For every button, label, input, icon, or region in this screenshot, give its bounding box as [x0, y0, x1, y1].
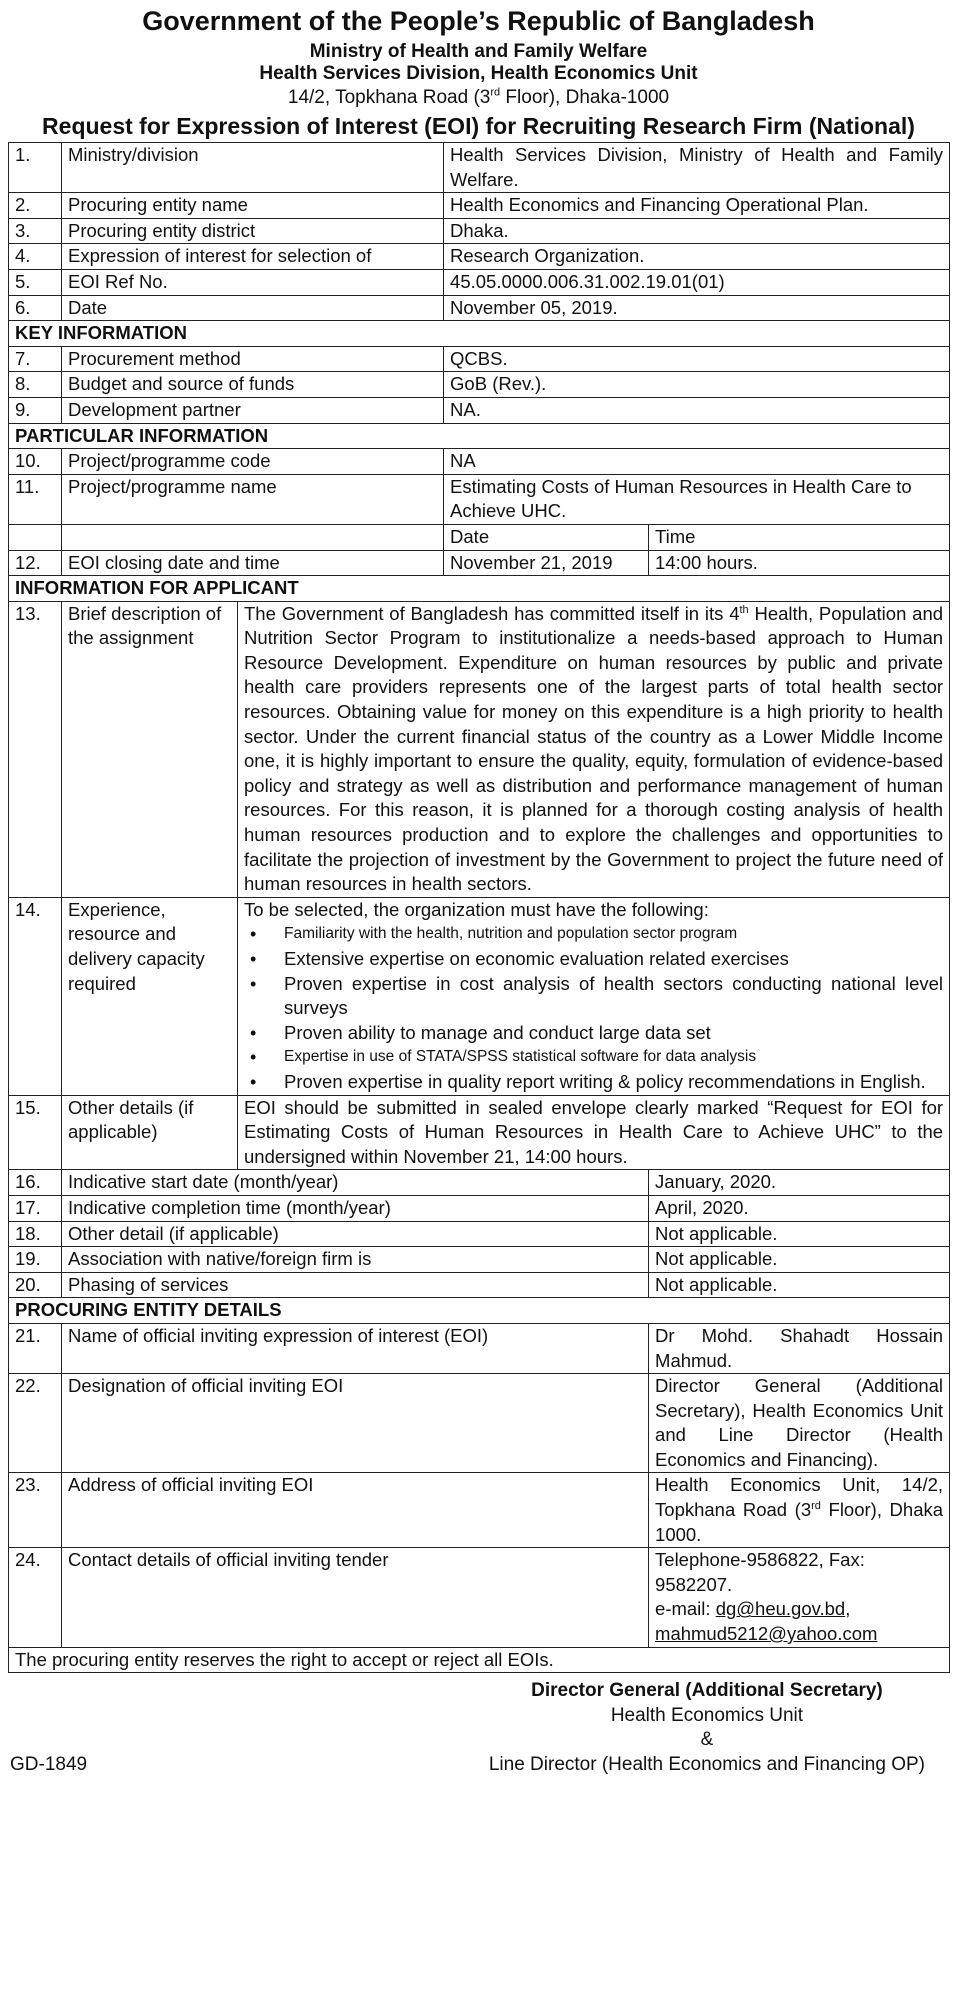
- row-number: 4.: [9, 244, 62, 270]
- table-row: [9, 1323, 950, 1373]
- row-number: 7.: [9, 346, 62, 372]
- row-number: 12.: [9, 550, 62, 576]
- row-number: 20.: [9, 1272, 62, 1298]
- row-label: Indicative completion time (month/year): [62, 1195, 649, 1221]
- table-row: [9, 1272, 950, 1298]
- row-number: 5.: [9, 269, 62, 295]
- list-item: • Proven expertise in cost analysis of health sectors conducting national level surveys: [284, 972, 943, 1021]
- table-row: [9, 218, 950, 244]
- row-value: Health Economics and Financing Operational Plan.: [444, 193, 950, 219]
- row-label: Development partner: [62, 397, 444, 423]
- table-row: [9, 1195, 950, 1221]
- table-row: [9, 193, 950, 219]
- list-item: • Proven ability to manage and conduct large data set: [284, 1021, 943, 1046]
- list-item: • Expertise in use of STATA/SPSS statistical software for data analysis: [284, 1045, 943, 1070]
- row-label: EOI closing date and time: [62, 550, 444, 576]
- table-row: [9, 397, 950, 423]
- row-number: 13.: [9, 601, 62, 897]
- eoi-notice: [8, 6, 949, 1785]
- row-value: Health Services Division, Ministry of Health and Family Welfare.: [444, 143, 950, 193]
- row-label: Project/programme name: [62, 474, 444, 524]
- row-number: 16.: [9, 1170, 62, 1196]
- date-header: Date: [444, 524, 649, 550]
- row-value: November 05, 2019.: [444, 295, 950, 321]
- table-row: [9, 346, 950, 372]
- row-number: 15.: [9, 1095, 62, 1170]
- section-key-information: KEY INFORMATION: [9, 321, 950, 347]
- row-label: Procuring entity district: [62, 218, 444, 244]
- table-row: [9, 1548, 950, 1647]
- signature-ampersand: &: [700, 1729, 714, 1751]
- footer: [8, 1673, 949, 1785]
- table-row: [9, 1374, 950, 1473]
- email-link-2[interactable]: mahmud5212@yahoo.com: [655, 1623, 878, 1645]
- row-label: Procurement method: [62, 346, 444, 372]
- section-procuring-entity-details: PROCURING ENTITY DETAILS: [9, 1298, 950, 1324]
- row-value: April, 2020.: [649, 1195, 950, 1221]
- row-value: Not applicable.: [649, 1221, 950, 1247]
- row-label: Address of official inviting EOI: [62, 1473, 649, 1548]
- table-row: [9, 244, 950, 270]
- row-label: Experience, resource and delivery capacity required: [62, 897, 238, 1095]
- section-particular-information: PARTICULAR INFORMATION: [9, 423, 950, 449]
- row-number: 3.: [9, 218, 62, 244]
- table-row: [9, 143, 950, 193]
- table-row: [9, 601, 950, 897]
- table-row: [9, 295, 950, 321]
- row-label: Expression of interest for selection of: [62, 244, 444, 270]
- requirements-list: [244, 922, 943, 1094]
- government-title: Government of the People’s Republic of Bangladesh: [142, 6, 815, 36]
- ministry-name: Ministry of Health and Family Welfare: [309, 41, 648, 63]
- row-number: 9.: [9, 397, 62, 423]
- signature-line-director: Line Director (Health Economics and Financing OP): [488, 1754, 925, 1776]
- row-value: NA.: [444, 397, 950, 423]
- division-name: Health Services Division, Health Economics Unit: [259, 62, 698, 84]
- row-value: 45.05.0000.006.31.002.19.01(01): [444, 269, 950, 295]
- row-value: NA: [444, 449, 950, 475]
- table-row: [9, 524, 950, 550]
- phone-fax: Telephone-9586822, Fax: 9582207.: [655, 1549, 865, 1595]
- row-value: Research Organization.: [444, 244, 950, 270]
- row-number: 17.: [9, 1195, 62, 1221]
- closing-date: November 21, 2019: [444, 550, 649, 576]
- row-number: 23.: [9, 1473, 62, 1548]
- row-value: Estimating Costs of Human Resources in Health Care to Achieve UHC.: [444, 474, 950, 524]
- row-label: Other details (if applicable): [62, 1095, 238, 1170]
- row-label: EOI Ref No.: [62, 269, 444, 295]
- row-number: 18.: [9, 1221, 62, 1247]
- signature-block: [489, 1679, 925, 1777]
- disclaimer: The procuring entity reserves the right to accept or reject all EOIs.: [9, 1647, 950, 1673]
- list-item: • Proven expertise in quality report writing & policy recommendations in English.: [284, 1070, 943, 1095]
- row-number: 6.: [9, 295, 62, 321]
- row-value: Director General (Additional Secretary), Health Economics Unit and Line Director (Health Economics and Financing).: [649, 1374, 950, 1473]
- row-value: Not applicable.: [649, 1247, 950, 1273]
- row-value: January, 2020.: [649, 1170, 950, 1196]
- row-label: Name of official inviting expression of interest (EOI): [62, 1323, 649, 1373]
- list-item: • Extensive expertise on economic evaluation related exercises: [284, 947, 943, 972]
- other-details: EOI should be submitted in sealed envelope clearly marked “Request for EOI for Estimating Costs of Human Resources in Health Care to Achieve UHC” to the undersigned within November 21, 14:00 hours.: [238, 1095, 950, 1170]
- row-label: Designation of official inviting EOI: [62, 1374, 649, 1473]
- email-label: e-mail:: [655, 1598, 716, 1620]
- row-number: 19.: [9, 1247, 62, 1273]
- row-value: Dr Mohd. Shahadt Hossain Mahmud.: [649, 1323, 950, 1373]
- row-number: 22.: [9, 1374, 62, 1473]
- table-row: [9, 1473, 950, 1548]
- table-row: [9, 897, 950, 1095]
- row-number: 24.: [9, 1548, 62, 1647]
- row-number: 1.: [9, 143, 62, 193]
- eoi-table: [8, 142, 950, 1673]
- notice-header: [8, 6, 949, 139]
- table-row: [9, 1095, 950, 1170]
- row-label: Indicative start date (month/year): [62, 1170, 649, 1196]
- row-number: [9, 524, 62, 550]
- row-number: 10.: [9, 449, 62, 475]
- row-label: Association with native/foreign firm is: [62, 1247, 649, 1273]
- email-link-1[interactable]: dg@heu.gov.bd: [715, 1598, 846, 1620]
- office-address: 14/2, Topkhana Road (3rd Floor), Dhaka-1000: [287, 86, 670, 108]
- gd-number: GD-1849: [10, 1754, 88, 1776]
- row-value: Dhaka.: [444, 218, 950, 244]
- assignment-description: The Government of Bangladesh has committed itself in its 4th Health, Population and Nutrition Sector Program to institutionalize a needs-based approach to Human Resource Development. Expenditure on human resources by public and private health care providers represents one of the largest parts of total health sector resources. Obtaining value for money on this expenditure is a high priority to health sector. Under the current financial status of the country as a Lower Middle Income one, it is highly important to ensure the quality, equity, formulation of evidence-based policy and strategy as well as distribution and performance management of human resources. For this reason, it is planned for a thorough costing analysis of health human resources production and to explore the challenges and opportunities to facilitate the projection of investment by the Government to project the future need of human resources in health sectors.: [238, 601, 950, 897]
- row-label: Procuring entity name: [62, 193, 444, 219]
- table-row: [9, 1221, 950, 1247]
- row-label: [62, 524, 444, 550]
- table-row: [9, 1247, 950, 1273]
- row-label: Phasing of services: [62, 1272, 649, 1298]
- row-label: Other detail (if applicable): [62, 1221, 649, 1247]
- row-value: QCBS.: [444, 346, 950, 372]
- row-label: Project/programme code: [62, 449, 444, 475]
- table-row: [9, 1170, 950, 1196]
- row-label: Ministry/division: [62, 143, 444, 193]
- closing-time: 14:00 hours.: [649, 550, 950, 576]
- row-label: Brief description of the assignment: [62, 601, 238, 897]
- table-row: [9, 474, 950, 524]
- row-label: Budget and source of funds: [62, 372, 444, 398]
- table-row: [9, 449, 950, 475]
- time-header: Time: [649, 524, 950, 550]
- row-value: GoB (Rev.).: [444, 372, 950, 398]
- experience-requirements: [238, 897, 950, 1095]
- row-label: Date: [62, 295, 444, 321]
- row-number: 11.: [9, 474, 62, 524]
- row-value: Not applicable.: [649, 1272, 950, 1298]
- official-address: Health Economics Unit, 14/2, Topkhana Road (3rd Floor), Dhaka 1000.: [649, 1473, 950, 1548]
- signature-title: Director General (Additional Secretary): [531, 1680, 883, 1702]
- signature-unit: Health Economics Unit: [610, 1704, 804, 1726]
- notice-title: Request for Expression of Interest (EOI) for Recruiting Research Firm (National): [42, 112, 915, 139]
- list-item: • Familiarity with the health, nutrition and population sector program: [284, 922, 943, 947]
- row-number: 8.: [9, 372, 62, 398]
- section-information-for-applicant: INFORMATION FOR APPLICANT: [9, 576, 950, 602]
- table-row: [9, 550, 950, 576]
- requirements-intro: To be selected, the organization must have the following:: [244, 898, 709, 920]
- row-number: 2.: [9, 193, 62, 219]
- row-label: Contact details of official inviting tender: [62, 1548, 649, 1647]
- contact-details: Telephone-9586822, Fax: 9582207. e-mail: dg@heu.gov.bd, mahmud5212@yahoo.com: [649, 1548, 950, 1647]
- row-number: 14.: [9, 897, 62, 1095]
- table-row: [9, 269, 950, 295]
- table-row: [9, 372, 950, 398]
- row-number: 21.: [9, 1323, 62, 1373]
